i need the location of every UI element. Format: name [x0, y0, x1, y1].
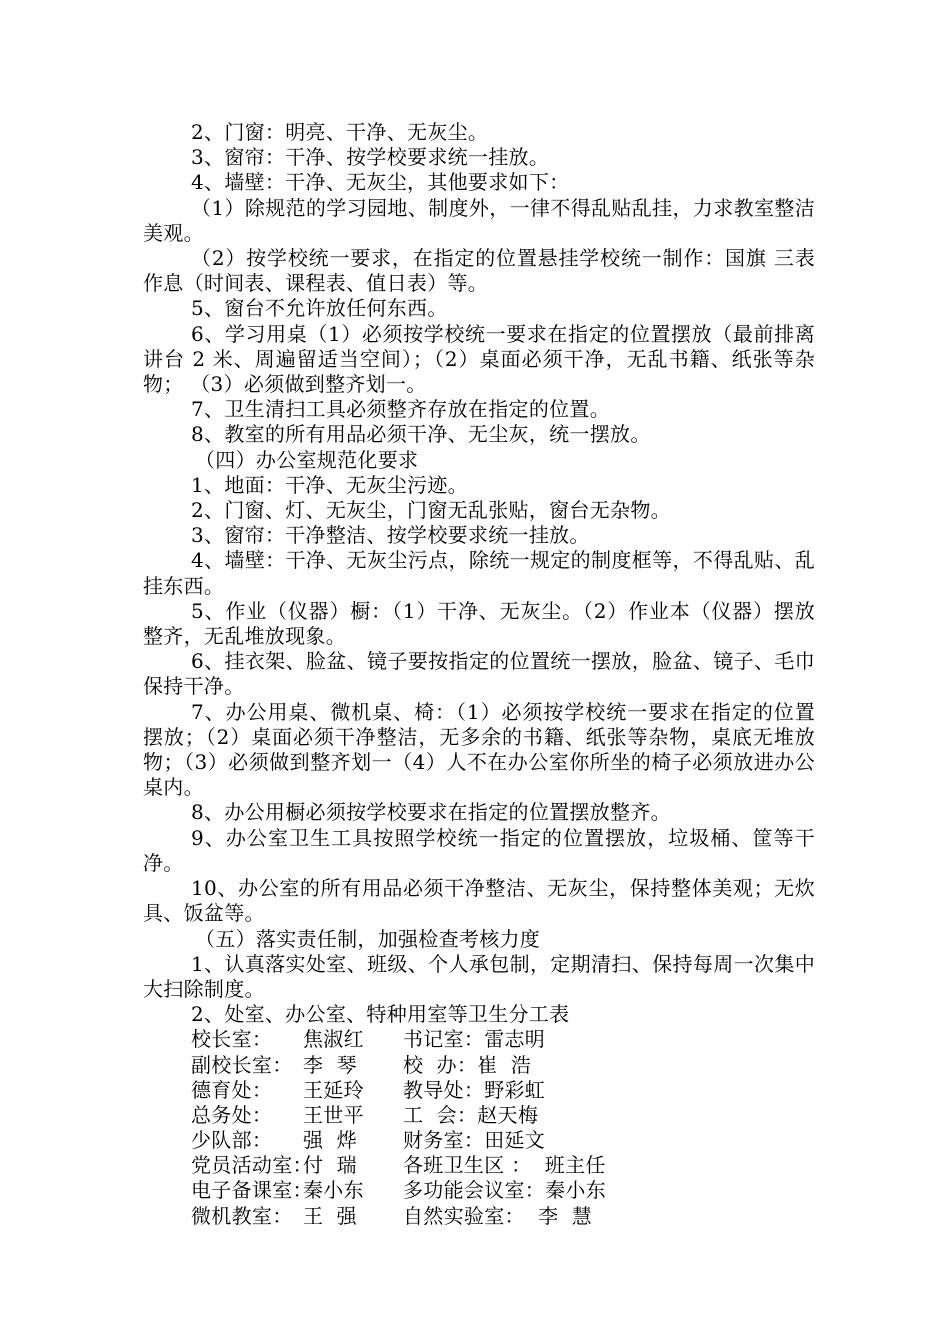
table-row [191, 1078, 815, 1103]
room-label: 微机教室： [191, 1203, 293, 1228]
paragraph: （2）按学校统一要求，在指定的位置悬挂学校统一制作：国旗 三表作息（时间表、课程表、值日表）等。 [143, 246, 815, 296]
section-heading: （四）办公室规范化要求 [195, 447, 419, 472]
paragraph: 3、窗帘：干净、按学校要求统一挂放。 [191, 145, 550, 170]
paragraph: 5、作业（仪器）橱：（1）干净、无灰尘。（2）作业本（仪器）摆放整齐，无乱堆放现象。 [143, 598, 815, 649]
room-assignment: 财务室：田延文 [403, 1128, 546, 1153]
table-row [191, 1204, 815, 1229]
paragraph: 4、墙壁：干净、无灰尘污点，除统一规定的制度框等，不得乱贴、乱挂东西。 [143, 548, 815, 598]
room-assignment: 各班卫生区 ： 班主任 [403, 1153, 606, 1178]
paragraph: 1、认真落实处室、班级、个人承包制，定期清扫、保持每周一次集中大扫除制度。 [143, 951, 815, 1001]
table-row [191, 1178, 815, 1203]
paragraph: 10、办公室的所有用品必须干净整洁、无灰尘，保持整体美观；无炊具、饭盆等。 [143, 876, 815, 926]
room-assignment: 工 会：赵天梅 [403, 1102, 539, 1127]
paragraph: 9、办公室卫生工具按照学校统一指定的位置摆放，垃圾桶、筐等干净。 [143, 825, 815, 875]
person-name: 王 强 [303, 1203, 357, 1228]
table-row [191, 1153, 815, 1178]
person-name: 强 烨 [303, 1128, 357, 1153]
paragraph: 2、处室、办公室、特种用室等卫生分工表 [191, 1002, 570, 1027]
room-assignment: 多功能会议室：秦小东 [403, 1178, 606, 1203]
paragraph: 7、办公用桌、微机桌、椅：（1）必须按学校统一要求在指定的位置摆放；（2）桌面必须干净整洁，无多余的书籍、纸张等杂物，桌底无堆放物；（3）必须做到整齐划一（4）人不在办公室你所坐的椅子必须放进办公桌内。 [143, 699, 815, 800]
person-name: 秦小东 [303, 1178, 364, 1203]
paragraph: 7、卫生清扫工具必须整齐存放在指定的位置。 [191, 397, 611, 422]
table-row [191, 1128, 815, 1153]
person-name: 付 瑞 [303, 1153, 357, 1178]
room-label: 德育处： [191, 1077, 273, 1102]
room-label: 电子备课室： [191, 1178, 313, 1203]
paragraph: 6、挂衣架、脸盆、镜子要按指定的位置统一摆放，脸盆、镜子、毛巾保持干净。 [143, 649, 815, 699]
room-assignment: 书记室：雷志明 [403, 1027, 546, 1052]
room-label: 总务处： [191, 1102, 273, 1127]
table-row [191, 1053, 815, 1078]
paragraph: 4、墙壁：干净、无灰尘，其他要求如下： [191, 170, 570, 195]
person-name: 焦淑红 [303, 1027, 364, 1052]
paragraph: 2、门窗：明亮、干净、无灰尘。 [191, 120, 489, 144]
section-heading: （五）落实责任制，加强检查考核力度 [195, 926, 541, 951]
person-name: 王延玲 [303, 1077, 364, 1102]
paragraph: （1）除规范的学习园地、制度外，一律不得乱贴乱挂，力求教室整洁美观。 [143, 195, 815, 245]
room-assignment: 校 办：崔 浩 [403, 1052, 532, 1077]
room-assignment: 教导处：野彩虹 [403, 1077, 546, 1102]
paragraph: 8、办公用橱必须按学校要求在指定的位置摆放整齐。 [191, 800, 671, 825]
table-row [191, 1103, 815, 1128]
duty-table [143, 1027, 815, 1229]
room-label: 副校长室： [191, 1052, 293, 1077]
room-label: 少队部： [191, 1128, 273, 1153]
person-name: 王世平 [303, 1102, 364, 1127]
room-assignment: 自然实验室： 李 慧 [403, 1203, 593, 1228]
paragraph: 3、窗帘：干净整洁、按学校要求统一挂放。 [191, 523, 590, 548]
paragraph-list [143, 120, 815, 1027]
paragraph: 6、学习用桌（1）必须按学校统一要求在指定的位置摆放（最前排离讲台 2 米、周遍留适当空间）；（2）桌面必须干净，无乱书籍、纸张等杂物； （3）必须做到整齐划一。 [143, 321, 815, 397]
room-label: 校长室： [191, 1027, 273, 1052]
room-label: 党员活动室： [191, 1153, 313, 1178]
paragraph: 2、门窗、灯、无灰尘，门窗无乱张贴，窗台无杂物。 [191, 498, 671, 523]
paragraph: 1、地面：干净、无灰尘污迹。 [191, 472, 468, 497]
table-row [191, 1027, 815, 1052]
document-body [143, 120, 815, 1229]
person-name: 李 琴 [303, 1052, 357, 1077]
paragraph: 5、窗台不允许放任何东西。 [191, 296, 448, 321]
paragraph: 8、教室的所有用品必须干净、无尘灰，统一摆放。 [191, 422, 651, 447]
